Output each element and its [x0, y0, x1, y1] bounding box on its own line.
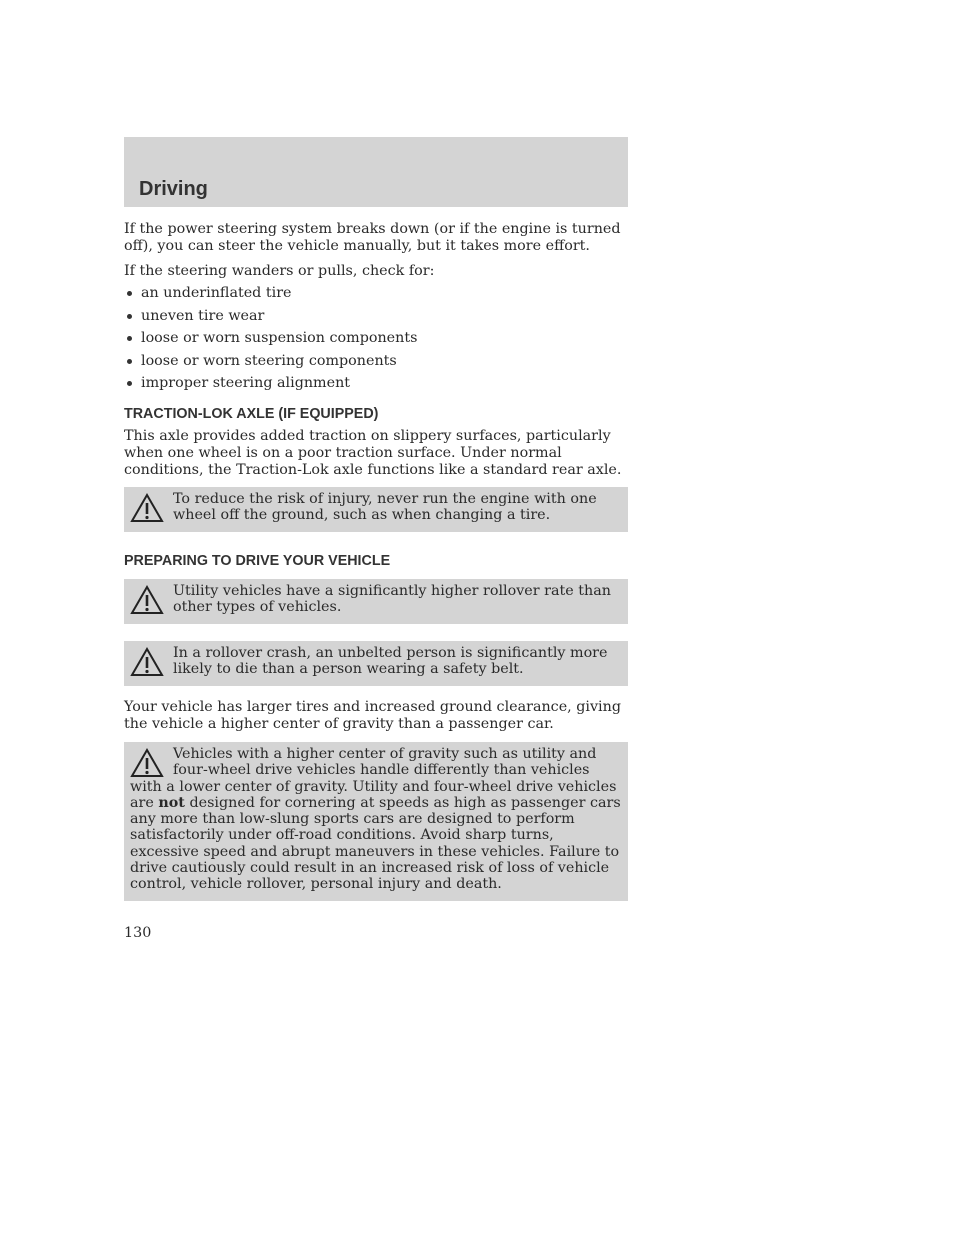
section-title: Driving [139, 178, 208, 200]
section-header-band [124, 137, 628, 207]
warning-box-center-of-gravity [124, 742, 628, 901]
warning-box-unbelted [124, 641, 628, 686]
checklist [124, 285, 628, 398]
page-number: 130 [124, 925, 152, 941]
center-of-gravity-paragraph: Your vehicle has larger tires and increased ground clearance, giving the vehicle a higher center of gravity than a passenger car. [124, 699, 621, 732]
list-item: loose or worn suspension components [124, 330, 628, 353]
bullet-icon [127, 381, 132, 386]
warning-text: To reduce the risk of injury, never run the engine with one wheel off the ground, such as when changing a tire. [173, 491, 597, 524]
warning-triangle-icon [130, 585, 164, 615]
list-item: loose or worn steering components [124, 353, 628, 376]
warning-triangle-icon [130, 493, 164, 523]
warning-triangle-icon [130, 647, 164, 677]
checklist-intro: If the steering wanders or pulls, check for: [124, 263, 435, 279]
traction-lok-heading: TRACTION-LOK AXLE (IF EQUIPPED) [124, 406, 379, 422]
warning-text: Vehicles with a higher center of gravity such as utility and four-wheel drive vehicles handle differently than vehicles with a lower center of gravity. Utility and four-wheel drive vehicles are not designed for cornering at speeds as high as passenger cars any more than low-slung sports cars are designed to perform satisfactorily under off-road conditions. Avoid sharp turns, excessive speed and abrupt maneuvers in these vehicles. Failure to drive cautiously could result in an increased risk of loss of vehicle control, vehicle rollover, personal injury and death. [130, 746, 621, 893]
warning-box-traction [124, 487, 628, 532]
list-item: an underinflated tire [124, 285, 628, 308]
warning-triangle-icon [130, 748, 164, 778]
traction-lok-paragraph: This axle provides added traction on slippery surfaces, particularly when one wheel is on a poor traction surface. Under normal conditions, the Traction-Lok axle functions like a standard rear axle. [124, 428, 622, 478]
warning-text: Utility vehicles have a significantly higher rollover rate than other types of vehicles. [173, 583, 611, 616]
preparing-heading: PREPARING TO DRIVE YOUR VEHICLE [124, 553, 391, 569]
bullet-icon [127, 359, 132, 364]
bullet-icon [127, 314, 132, 319]
list-item: improper steering alignment [124, 375, 628, 398]
warning-box-rollover-rate [124, 579, 628, 624]
warning-text: In a rollover crash, an unbelted person is significantly more likely to die than a person wearing a safety belt. [173, 645, 608, 678]
list-item: uneven tire wear [124, 308, 628, 331]
bullet-icon [127, 291, 132, 296]
emphasis-not: not [158, 794, 185, 811]
bullet-icon [127, 336, 132, 341]
intro-paragraph: If the power steering system breaks down (or if the engine is turned off), you can steer the vehicle manually, but it takes more effort. [124, 221, 621, 254]
